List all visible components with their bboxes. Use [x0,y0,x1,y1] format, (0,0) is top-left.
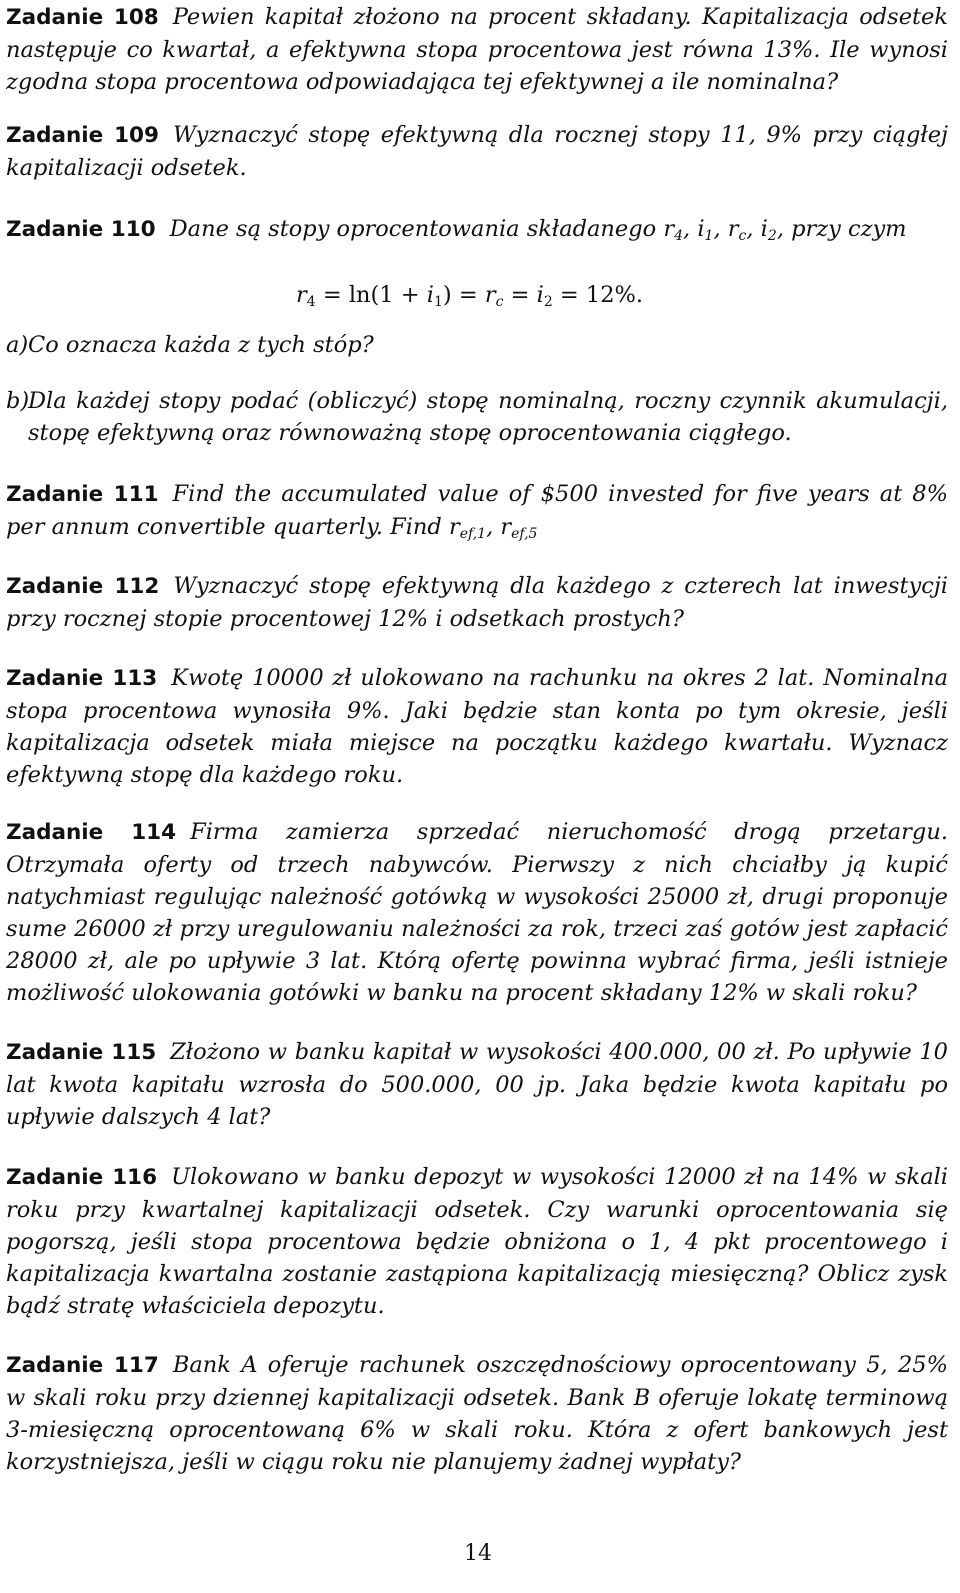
task-117 [6,1349,948,1478]
task-text: Kwotę 10000 zł ulokowano na rachunku na okres 2 lat. Nominalna stopa procentowa wynosiła 9%. Jaki będzie stan konta po tym okresie, jeśli kapitalizacja odsetek miała miejsce na początku każdego kwartału. Wyznacz efektywną stopę dla każdego roku. [6,665,948,788]
subtask-key: a) [6,332,29,358]
task-text: Wyznaczyć stopę efektywną dla każdego z czterech lat inwestycji przy rocznej stopie procentowej 12% i odsetkach prostych? [6,573,948,632]
task-116 [6,1161,948,1322]
task-111 [6,478,948,543]
equation: $r_4 = \ln(1 + i_1) = r_c = i_2 = 12\%$. [296,282,644,310]
task-text: Firma zamierza sprzedać nieruchomość drogą przetargu. Otrzymała oferty od trzech nabywców. Pierwszy z nich chciałby ją kupić natychmiast regulując należność gotówką w wysokości 25000 zł, drugi proponuje sume 26000 zł przy uregulowaniu należności za rok, trzeci zaś gotów jest zapłacić 28000 zł, ale po upływie 3 lat. Którą ofertę powinna wybrać firma, jeśli istnieje możliwość ulokowania gotówki w banku na procent składany 12% w skali roku? [6,819,948,1006]
task-label: Zadanie 115 [6,1040,157,1065]
subtask-b [6,385,948,449]
task-text: Find the accumulated value of $500 invested for five years at 8% per annum convertible quarterly. Find [6,481,948,540]
subtask-a [6,329,948,361]
task-text: Ulokowano w banku depozyt w wysokości 12000 zł na 14% w skali roku przy kwartalnej kapitalizacji odsetek. Czy warunki oprocentowania się pogorszą, jeśli stopa procentowa będzie obniżona o 1, 4 pkt procentowego i kapitalizacja kwartalna zostanie zastąpiona kapitalizacją miesięczną? Oblicz zysk bądź stratę właściciela depozytu. [6,1164,949,1319]
task-112 [6,570,948,635]
task-text: Wyznaczyć stopę efektywną dla rocznej stopy 11, 9% przy ciągłej kapitalizacji odsetek. [6,122,948,181]
task-label: Zadanie 109 [6,123,159,148]
task-label: Zadanie 113 [6,666,158,691]
subtask-key: b) [6,388,30,414]
rate-variables: $r_4$, $i_1$, $r_c$, $i_2$, [663,216,784,244]
task-110 [6,213,948,246]
task-label: Zadanie 117 [6,1353,159,1378]
task-label: Zadanie 108 [6,5,159,30]
task-text: Bank A oferuje rachunek oszczędnościowy oprocentowany 5, 25% w skali roku przy dziennej kapitalizacji odsetek. Bank B oferuje lokatę terminową 3-miesięczną oprocentowaną 6% w skali roku. Która z ofert bankowych jest korzystniejsza, jeśli w ciągu roku nie planujemy żadnej wypłaty? [6,1352,948,1475]
task-label: Zadanie 111 [6,482,159,507]
subtask-text: Co oznacza każda z tych stóp? [28,332,374,358]
rate-variables: $r_{ef,1}$, $r_{ef,5}$ [448,514,538,542]
task-label: Zadanie 112 [6,574,160,599]
subtask-text: Dla każdej stopy podać (obliczyć) stopę nominalną, roczny czynnik akumulacji, stopę efektywną oraz równoważną stopę oprocentowania ciągłego. [28,388,948,446]
task-text: Dane są stopy oprocentowania składanego [169,216,657,242]
task-text: Złożono w banku kapitał w wysokości 400.000, 00 zł. Po upływie 10 lat kwota kapitału wzrosła do 500.000, 00 jp. Jaka będzie kwota kapitału po upływie dalszych 4 lat? [6,1039,948,1130]
task-label: Zadanie 116 [6,1165,158,1190]
task-113 [6,662,948,791]
task-text-tail: przy czym [791,216,907,242]
task-text: Pewien kapitał złożono na procent składany. Kapitalizacja odsetek następuje co kwartał, a efektywna stopa procentowa jest równa 13%. Ile wynosi zgodna stopa procentowa odpowiadająca tej efektywnej a ile nominalna? [6,4,949,95]
task-108 [6,1,948,98]
task-115 [6,1036,948,1133]
task-label: Zadanie 114 [6,820,177,845]
task-114 [6,816,948,1009]
task-109 [6,119,948,184]
task-label: Zadanie 110 [6,217,156,242]
page-number: 14 [464,1541,492,1566]
